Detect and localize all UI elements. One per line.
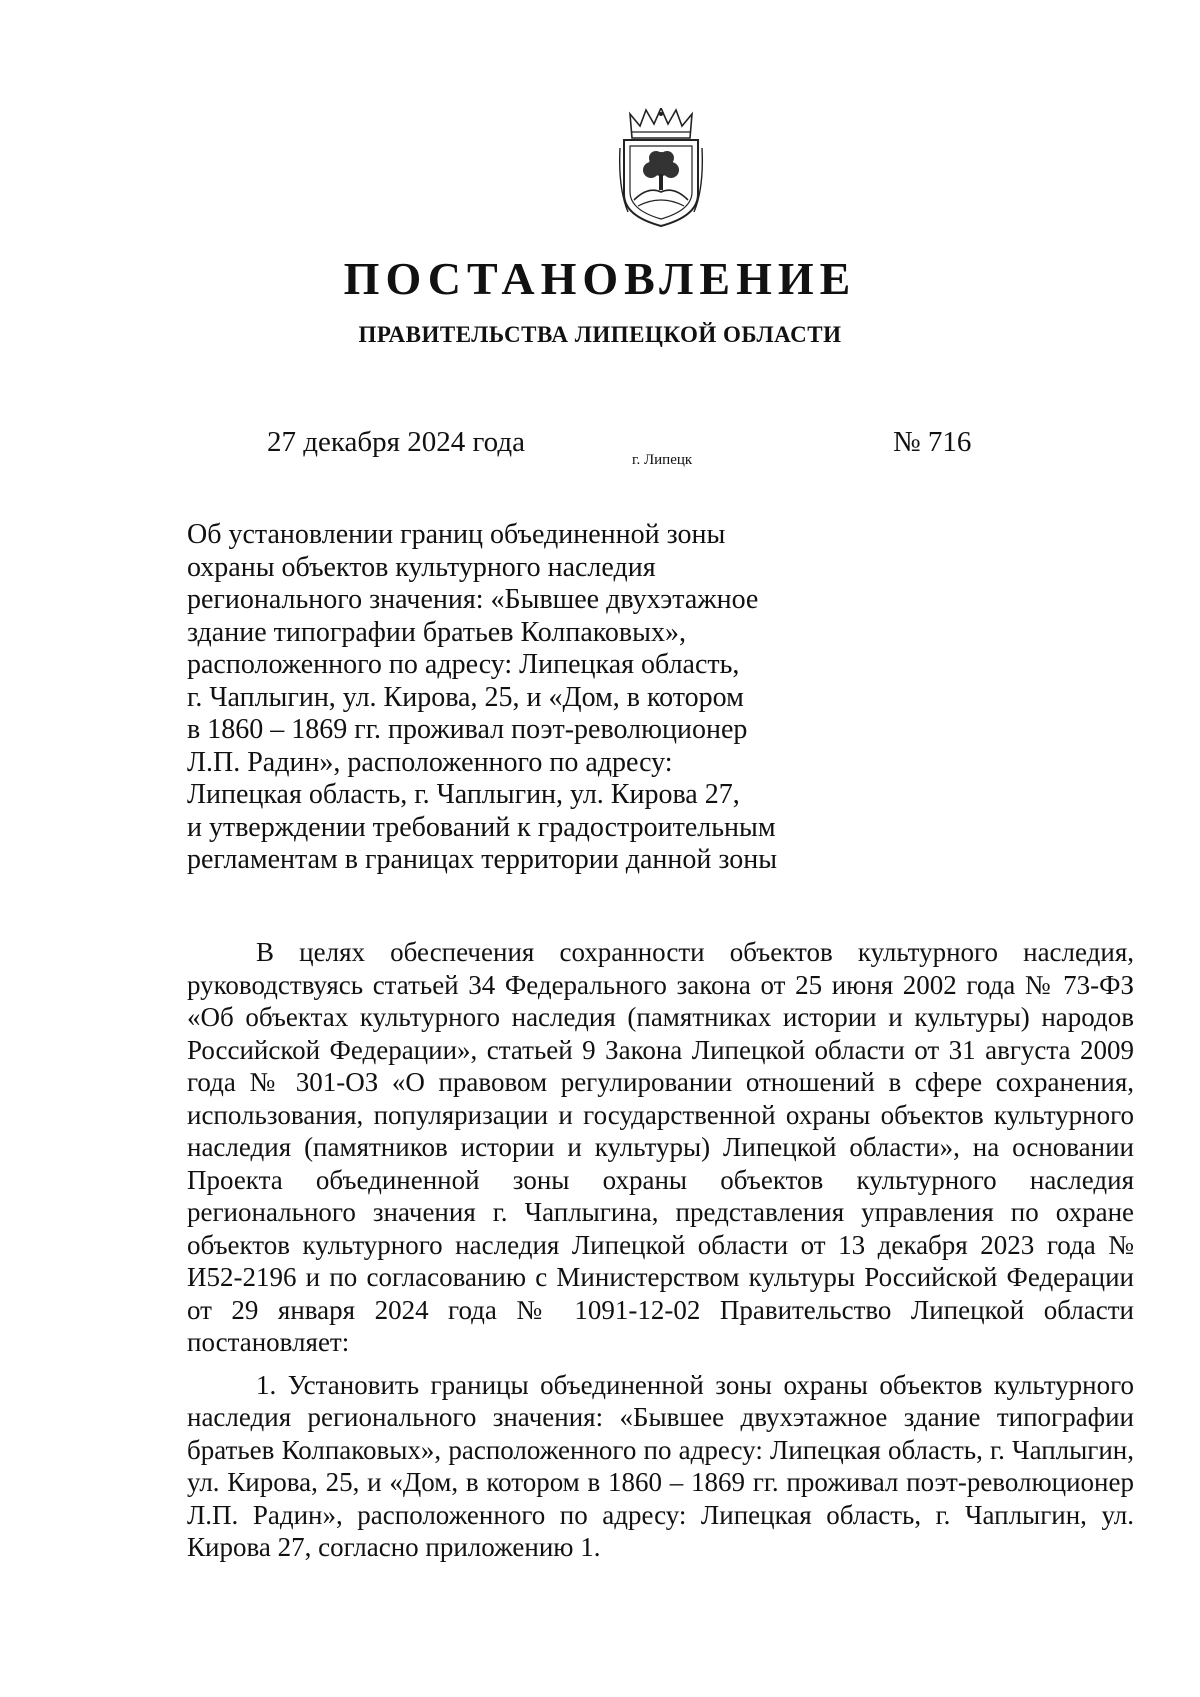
heading-line: г. Чаплыгин, ул. Кирова, 25, и «Дом, в котором [187, 681, 744, 713]
resolution-body [187, 936, 1134, 1564]
heading-line: регламентам в границах территории данной зоны [187, 844, 778, 875]
heading-line: Об установлении границ объединенной зоны [187, 519, 726, 550]
item-1-paragraph: 1. Установить границы объединенной зоны охраны объектов культурного наследия регионального значения: «Бывшее двухэтажное здание типографии братьев Колпаковых», расположенного по адресу: Липецкая область, г. Чаплыгин, ул. Кирова, 25, и «Дом, в котором в 1860 – 1869 гг. проживал поэт-революционер Л.П. Радин», расположенного по адресу: Липецкая область, г. Чаплыгин, ул. Кирова 27, согласно приложению 1. [187, 1369, 1134, 1562]
heading-line: здание типографии братьев Колпаковых», [187, 616, 686, 648]
heading-line: охраны объектов культурного наследия [187, 551, 656, 583]
preamble-paragraph: В целях обеспечения сохранности объектов культурного наследия, руководствуясь статьей 34 Федерального закона от 25 июня 2002 года № 73-ФЗ «Об объектах культурного наследия (памятниках истории и культуры) народов Российской Федерации», статьей 9 Закона Липецкой области от 31 августа 2009 года № 301-ОЗ «О правовом регулировании отношений в сфере сохранения, использования, популяризации и государственной охраны объектов культурного наследия (памятников истории и культуры) Липецкой области», на основании Проекта объединенной зоны охраны объектов культурного наследия регионального значения г. Чаплыгина, представления управления по охране объектов культурного наследия Липецкой области от 13 декабря 2023 года № И52-2196 и по согласованию с Министерством культуры Российской Федерации от 29 января 2024 года № 1091-12-02 Правительство Липецкой области постановляет: [187, 937, 1134, 1357]
document-date: 27 декабря 2024 года [267, 426, 525, 458]
heading-line: Липецкая область, г. Чаплыгин, ул. Кирова 27, [187, 779, 740, 810]
heading-line: и утверждении требований к градостроительным [187, 811, 776, 843]
heading-line: расположенного по адресу: Липецкая область, [187, 649, 740, 680]
heading-line: регионального значения: «Бывшее двухэтажное [187, 584, 759, 615]
heading-line: Л.П. Радин», расположенного по адресу: [187, 746, 673, 778]
document-number: № 716 [893, 426, 972, 458]
document-title: ПОСТАНОВЛЕНИЕ [343, 253, 857, 304]
lipetsk-oblast-coat-of-arms-icon [618, 108, 704, 228]
heading-line: в 1860 – 1869 гг. проживал поэт-революционер [187, 714, 748, 745]
document-city: г. Липецк [632, 452, 693, 468]
document-subtitle: ПРАВИТЕЛЬСТВА ЛИПЕЦКОЙ ОБЛАСТИ [358, 322, 842, 347]
resolution-heading [187, 519, 807, 877]
